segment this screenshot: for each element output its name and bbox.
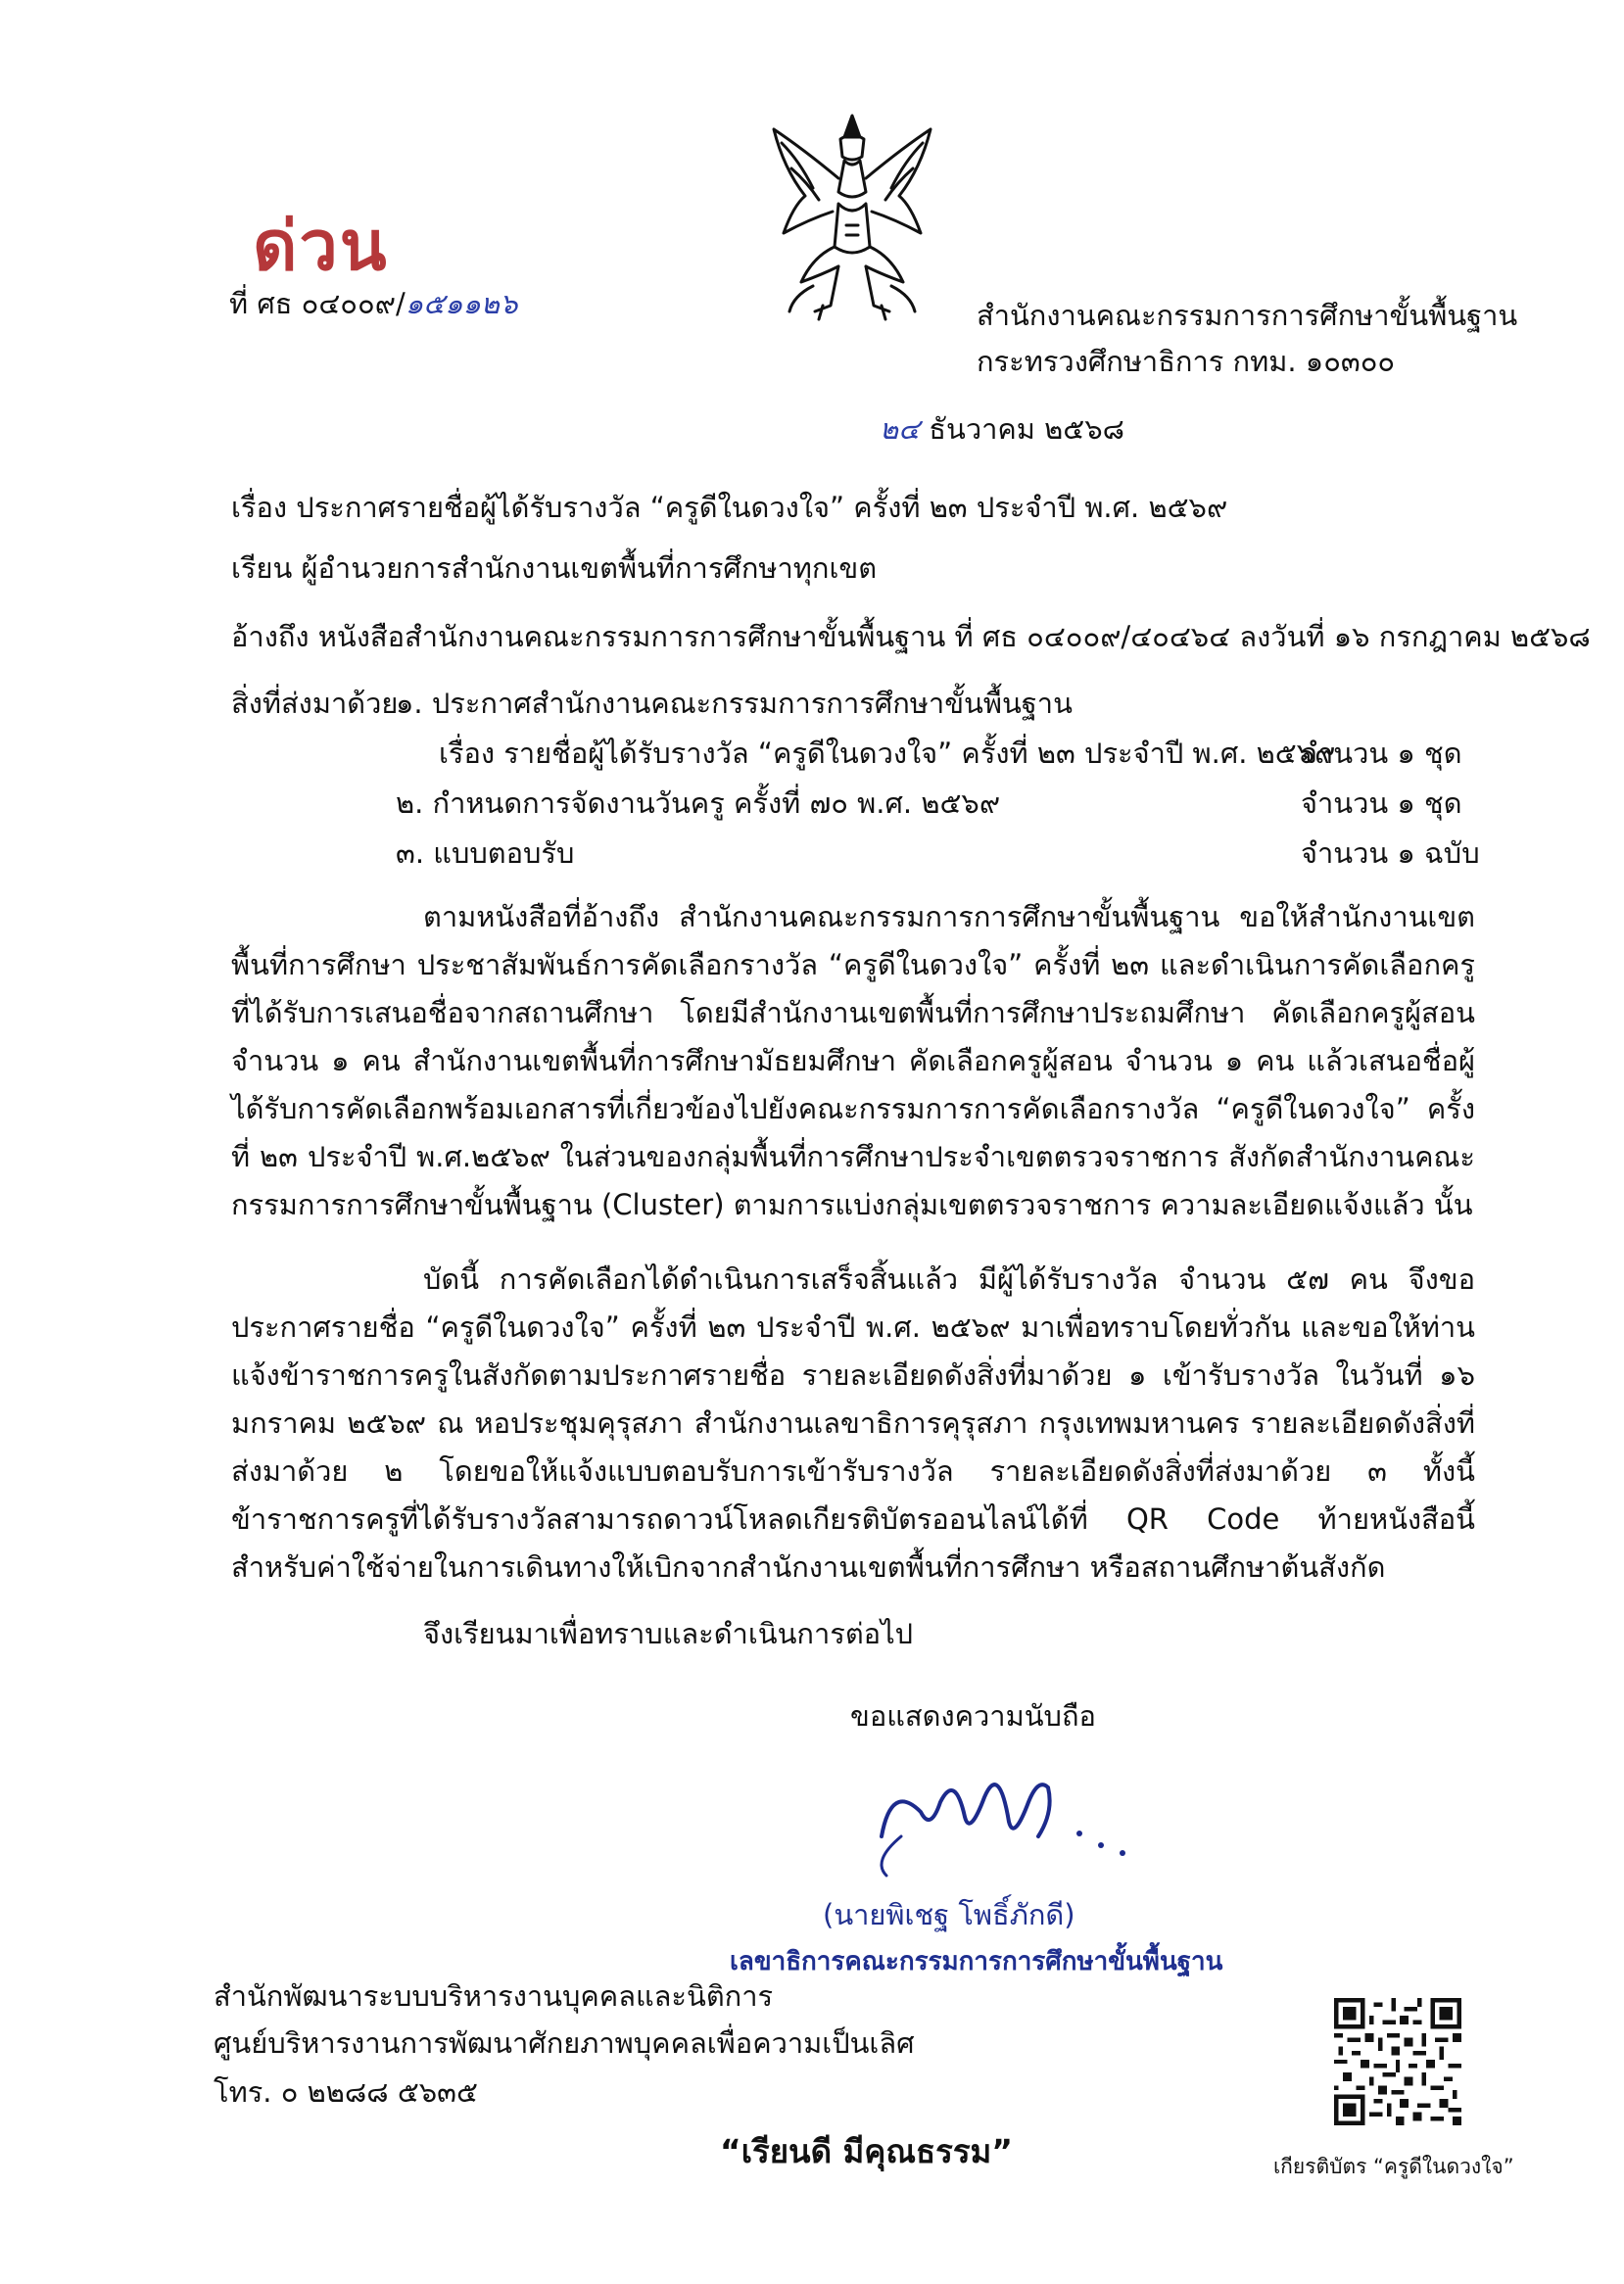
urgent-stamp: ด่วน <box>253 205 389 286</box>
qr-code-icon[interactable] <box>1334 1998 1461 2125</box>
reference-line: อ้างถึง หนังสือสำนักงานคณะกรรมการการศึกษาขั้นพื้นฐาน ที่ ศธ ๐๔๐๐๙/๔๐๔๖๔ ลงวันที่ ๑๖ กรกฎาคม ๒๕๖๘ <box>231 620 1591 653</box>
garuda-emblem-icon <box>754 110 950 330</box>
date-day-handwritten: ๒๔ <box>880 412 921 446</box>
slogan: “เรียนดี มีคุณธรรม” <box>720 2132 1013 2170</box>
qr-caption: เกียรติบัตร “ครูดีในดวงใจ” <box>1273 2155 1514 2178</box>
enclosures-label: สิ่งที่ส่งมาด้วย <box>231 687 399 720</box>
body-paragraph-1: ตามหนังสือที่อ้างถึง สำนักงานคณะกรรมการการศึกษาขั้นพื้นฐาน ขอให้สำนักงานเขตพื้นที่การศึกษา ประชาสัมพันธ์การคัดเลือกรางวัล “ครูดีในดวงใจ” ครั้งที่ ๒๓ และดำเนินการคัดเลือกครูที่ได้รับการเสนอชื่อจากสถานศึกษา โดยมีสำนักงานเขตพื้นที่การศึกษาประถมศึกษา คัดเลือกครูผู้สอน จำนวน ๑ คน สำนักงานเขตพื้นที่การศึกษามัธยมศึกษา คัดเลือกครูผู้สอน จำนวน ๑ คน แล้วเสนอชื่อผู้ได้รับการคัดเลือกพร้อมเอกสารที่เกี่ยวข้องไปยังคณะกรรมการการคัดเลือกรางวัล “ครูดีในดวงใจ” ครั้งที่ ๒๓ ประจำปี พ.ศ.๒๕๖๙ ในส่วนของกลุ่มพื้นที่การศึกษาประจำเขตตรวจราชการ สังกัดสำนักงานคณะกรรมการการศึกษาขั้นพื้นฐาน (Cluster) ตามการแบ่งกลุ่มเขตตรวจราชการ ความละเอียดแจ้งแล้ว นั้น <box>231 900 1475 1221</box>
recipient-line: เรียน ผู้อำนวยการสำนักงานเขตพื้นที่การศึกษาทุกเขต <box>231 551 878 585</box>
enclosure-3: ๓. แบบตอบรับ <box>396 836 575 870</box>
subject-line: เรื่อง ประกาศรายชื่อผู้ได้รับรางวัล “ครูดีในดวงใจ” ครั้งที่ ๒๓ ประจำปี พ.ศ. ๒๕๖๙ <box>231 491 1228 524</box>
agency-name: สำนักงานคณะกรรมการการศึกษาขั้นพื้นฐาน <box>977 299 1518 332</box>
enclosure-1-quantity: จำนวน ๑ ชุด <box>1301 737 1462 770</box>
salutation: ขอแสดงความนับถือ <box>850 1699 1096 1733</box>
document-number-handwritten: ๑๕๑๑๒๖ <box>405 287 518 320</box>
office-center: ศูนย์บริหารงานการพัฒนาศักยภาพบุคคลเพื่อความเป็นเลิศ <box>214 2026 915 2060</box>
enclosure-1-line-2: เรื่อง รายชื่อผู้ได้รับรางวัล “ครูดีในดวงใจ” ครั้งที่ ๒๓ ประจำปี พ.ศ. ๒๕๖๙ <box>439 737 1336 770</box>
signature-image <box>862 1743 1156 1880</box>
enclosure-1-line-1: ๑. ประกาศสำนักงานคณะกรรมการการศึกษาขั้นพื้นฐาน <box>396 687 1073 720</box>
date-month-year: ธันวาคม ๒๕๖๘ <box>929 412 1124 446</box>
office-phone: โทร. ๐ ๒๒๘๘ ๕๖๓๕ <box>214 2075 478 2109</box>
document-number-prefix: ที่ ศธ ๐๔๐๐๙/ <box>229 287 406 320</box>
office-division: สำนักพัฒนาระบบบริหารงานบุคคลและนิติการ <box>214 1979 774 2013</box>
document-date <box>880 409 1124 449</box>
body-paragraph-2: บัดนี้ การคัดเลือกได้ดำเนินการเสร็จสิ้นแล้ว มีผู้ได้รับรางวัล จำนวน ๕๗ คน จึงขอประกาศรายชื่อ “ครูดีในดวงใจ” ครั้งที่ ๒๓ ประจำปี พ.ศ. ๒๕๖๙ มาเพื่อทราบโดยทั่วกัน และขอให้ท่านแจ้งข้าราชการครูในสังกัดตามประกาศรายชื่อ รายละเอียดดังสิ่งที่มาด้วย ๑ เข้ารับรางวัล ในวันที่ ๑๖ มกราคม ๒๕๖๙ ณ หอประชุมคุรุสภา สำนักงานเลขาธิการคุรุสภา กรุงเทพมหานคร รายละเอียดดังสิ่งที่ส่งมาด้วย ๒ โดยขอให้แจ้งแบบตอบรับการเข้ารับรางวัล รายละเอียดดังสิ่งที่ส่งมาด้วย ๓ ทั้งนี้ ข้าราชการครูที่ได้รับรางวัลสามารถดาวน์โหลดเกียรติบัตรออนไลน์ได้ที่ QR Code ท้ายหนังสือนี้ สำหรับค่าใช้จ่ายในการเดินทางให้เบิกจากสำนักงานเขตพื้นที่การศึกษา หรือสถานศึกษาต้นสังกัด <box>231 1262 1475 1584</box>
signer-title: เลขาธิการคณะกรรมการการศึกษาขั้นพื้นฐาน <box>730 1947 1223 1976</box>
enclosure-3-quantity: จำนวน ๑ ฉบับ <box>1301 836 1480 870</box>
enclosure-2-quantity: จำนวน ๑ ชุด <box>1301 786 1462 820</box>
agency-address: กระทรวงศึกษาธิการ กทม. ๑๐๓๐๐ <box>977 345 1396 378</box>
document-number <box>229 284 517 323</box>
signer-name: (นายพิเชฐ โพธิ์ภักดี) <box>823 1898 1075 1931</box>
closing-sentence: จึงเรียนมาเพื่อทราบและดำเนินการต่อไป <box>423 1617 914 1650</box>
enclosure-2: ๒. กำหนดการจัดงานวันครู ครั้งที่ ๗๐ พ.ศ. ๒๕๖๙ <box>396 786 1001 820</box>
